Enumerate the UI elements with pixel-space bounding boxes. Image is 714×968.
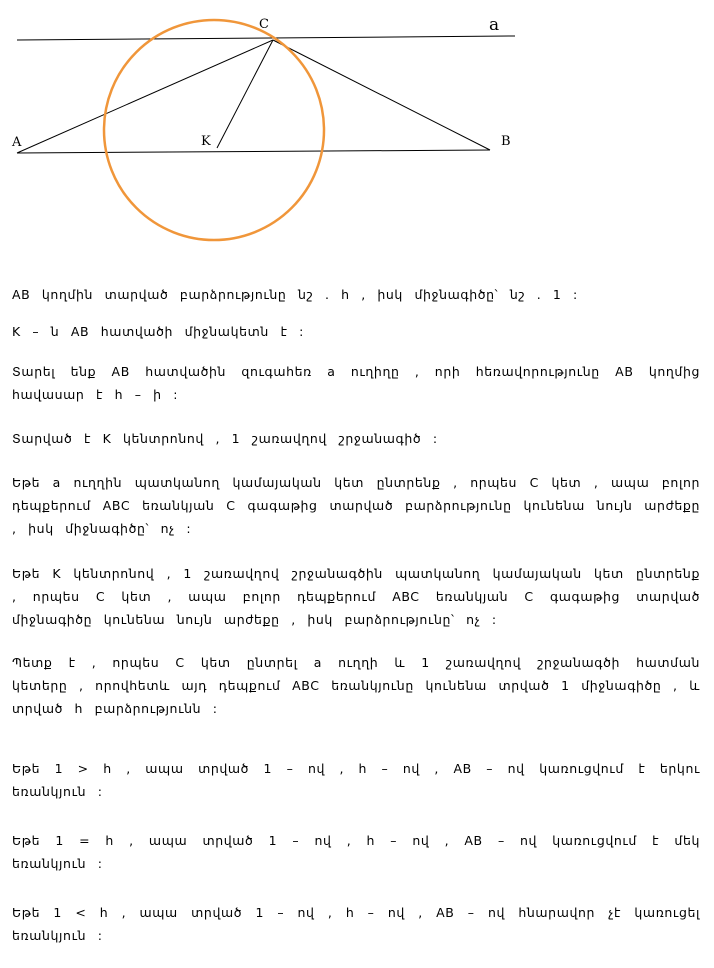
paragraph-5: Եթե a ուղղին պատկանող կամայական կետ ընտրենք , որպես C կետ , ապա բոլոր դեպքերում ABC եռանկյան C գագաթից տարված բարձրությունը կունենա նույն արժեքը , իսկ միջնագիծը՝ ոչ :	[12, 475, 700, 536]
geometry-figure	[0, 0, 714, 250]
paragraph-9: Եթե 1 = h , ապա տրված 1 – ով , h – ով , AB – ով կառուցվում է մեկ եռանկյուն :	[12, 833, 700, 871]
segment-ac	[17, 40, 273, 153]
label-b: B	[501, 134, 511, 149]
label-c: C	[259, 17, 269, 32]
paragraph-6: Եթե K կենտրոնով , 1 շառավղով շրջանագծին պատկանող կամայական կետ ընտրենք , որպես C կետ , ապա բոլոր դեպքերում ABC եռանկյան C գագաթից տարված միջնագիծը կունենա նույն արժեքը , իսկ բարձրությունը՝ ոչ :	[12, 566, 700, 627]
segment-bc	[273, 40, 490, 150]
label-point-a: A	[12, 135, 22, 150]
paragraph-10: Եթե 1 < h , ապա տրված 1 – ով , h – ով , AB – ով հնարավոր չէ կառուցել եռանկյուն :	[12, 905, 700, 943]
paragraph-7: Պետք է , որպես C կետ ընտրել a ուղղի և 1 շառավղով շրջանագծի հատման կետերը , որովհետև այդ դեպքում ABC եռանկյունը կունենա տրված 1 միջնագիծը , և տրված h բարձրությունն :	[12, 655, 700, 716]
label-k: K	[201, 134, 211, 149]
paragraph-2: K – ն AB հատվածի միջնակետն է :	[12, 324, 304, 339]
line-a	[17, 36, 515, 40]
segment-kc	[217, 40, 273, 148]
paragraph-4: Տարված է K կենտրոնով , 1 շառավղով շրջանագիծ :	[12, 431, 438, 446]
segment-ab	[17, 150, 490, 153]
paragraph-1: AB կողմին տարված բարձրությունը նշ . h , իսկ միջնագիծը՝ նշ . 1 :	[12, 287, 578, 302]
paragraph-8: Եթե 1 > h , ապա տրված 1 – ով , h – ով , AB – ով կառուցվում է երկու եռանկյուն :	[12, 761, 700, 799]
label-line-a: a	[489, 15, 500, 35]
paragraph-3: Տարել ենք AB հատվածին զուգահեռ a ուղիղը , որի հեռավորությունը AB կողմից հավասար է h – ի :	[12, 364, 700, 402]
circle-k	[104, 20, 324, 240]
